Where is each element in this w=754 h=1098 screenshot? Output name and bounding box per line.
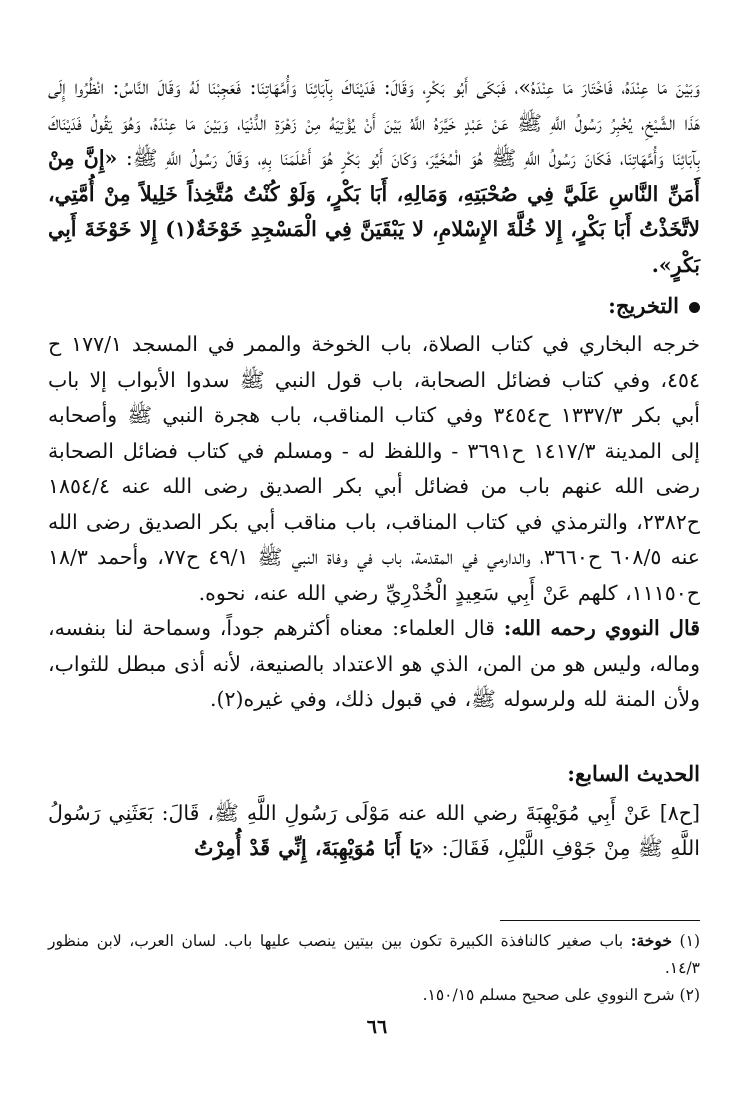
footnote-separator xyxy=(500,920,700,921)
prophet-saying-text: «إِنَّ مِنْ أَمَنِّ النَّاسِ عَلَيَّ فِي صُحْبَتِهِ، وَمَالِهِ، أَبَا بَكْرٍ، وَلَوْ كُنْتُ مُتَّخِذاً خَلِيلاً مِنْ أُمَّتِي، لاتَّخَذْتُ أَبَا بَكْرٍ، إِلا خُلَّةَ الإِسْلامِ، لا يَبْقَيَنَّ فِي الْمَسْجِدِ خَوْخَةٌ(١) إِلا خَوْخَةَ أَبِي بَكْرٍ». xyxy=(48,146,700,277)
bullet-icon xyxy=(689,302,700,313)
seventh-hadith-paragraph xyxy=(48,796,700,867)
footnote-2-text: شرح النووي على صحيح مسلم ١٥٠/١٥. xyxy=(422,986,675,1004)
takhrij-heading-label: التخريج: xyxy=(608,293,679,318)
nawawi-label: قال النووي رحمه الله: xyxy=(503,616,700,640)
nawawi-paragraph xyxy=(48,611,700,718)
takhrij-paragraph: خرجه البخاري في كتاب الصلاة، باب الخوخة والممر في المسجد ١٧٧/١ ح ٤٥٤، وفي كتاب فضائل الصحابة، باب قول النبي ﷺ سدوا الأبواب إلا باب أبي بكر ١٣٣٧/٣ ح٣٤٥٤ وفي كتاب المناقب، باب هجرة النبي ﷺ وأصحابه إلى المدينة ١٤١٧/٣ ح٣٦٩١ - واللفظ له - ومسلم في كتاب فضائل الصحابة رضى الله عنهم باب من فضائل أبي بكر الصديق رضى الله عنه ١٨٥٤/٤ ح٢٣٨٢، والترمذي في كتاب المناقب، باب مناقب أبي بكر الصديق رضى الله عنه ٦٠٨/٥ ح٣٦٦٠، والدارمي في المقدمة، باب في وفاة النبي ﷺ ٤٩/١ ح٧٧، وأحمد ١٨/٣ ح١١١٥٠، كلهم عَنْ أَبِي سَعِيدٍ الْخُدْرِيِّ رضي الله عنه، نحوه. xyxy=(48,332,701,605)
nawawi-text: قال العلماء: معناه أكثرهم جوداً، وسماحة لنا بنفسه، وماله، وليس هو من المن، الذي هو الاعتداد بالصنيعة، لأنه أذى مبطل للثواب، ولأن المنة لله ولرسوله ﷺ، في قبول ذلك، وفي غيره(٢). xyxy=(48,616,700,711)
page-number: ٦٦ xyxy=(366,1016,388,1038)
footnote-2-number: (٢) xyxy=(679,986,700,1004)
seventh-hadith-heading: الحديث السابع: xyxy=(567,760,700,786)
footnote-1 xyxy=(48,927,700,982)
footnote-1-text: باب صغير كالنافذة الكبيرة تكون بين بيتين ينصب عليها باب. لسان العرب، لابن منظور ١٤/٣. xyxy=(48,932,700,977)
hadith-narrative-text: وَبَيْنَ مَا عِنْدَهُ، فَاخْتَارَ مَا عِنْدَهُ»، فَبَكَى أَبُو بَكْرٍ، وَقَالَ: فَدَيْنَاكَ بِآبَائِنَا وَأُمَّهَاتِنَا: فَعَجِبْنَا لَهُ وَقَالَ النَّاسُ: انْظُرُوا إِلَى هَذَا الشَّيْخِ، يُخْبِرُ رَسُولُ اللَّهِ ﷺ عَنْ عَبْدٍ خَيَّرَهُ اللَّهُ بَيْنَ أَنْ يُؤْتِيَهُ مِنْ زَهْرَةِ الدُّنْيَا، وَبَيْنَ مَا عِنْدَهُ، وَهُوَ يَقُولُ فَدَيْنَاكَ بِآبَائِنَا وَأُمَّهَاتِنَا، فَكَانَ رَسُولُ اللَّهِ ﷺ هُوَ الْمُخَيَّرَ، وَكَانَ أَبُو بَكْرٍ هُوَ أَعْلَمَنَا بِهِ، وَقَالَ رَسُولُ اللَّهِ ﷺ: xyxy=(48,75,700,170)
footnotes-section xyxy=(48,920,700,1009)
footnote-2 xyxy=(48,982,700,1009)
footnote-1-number: (١) xyxy=(679,932,700,950)
footnote-1-keyword: خوخة: xyxy=(630,931,672,950)
seventh-hadith-text: [ح٨] عَنْ أَبِي مُوَيْهِبَةَ رضي الله عنه مَوْلَى رَسُولِ اللَّهِ ﷺ، قَالَ: بَعَثَنِي رَسُولُ اللَّهِ ﷺ مِنْ جَوْفِ اللَّيْلِ، فَقَالَ: xyxy=(48,800,700,860)
takhrij-heading xyxy=(48,291,700,321)
seventh-hadith-saying: «يَا أَبَا مُوَيْهِبَةَ، إِنِّي قَدْ أُمِرْتُ xyxy=(194,836,435,860)
hadith-continuation xyxy=(48,70,700,283)
